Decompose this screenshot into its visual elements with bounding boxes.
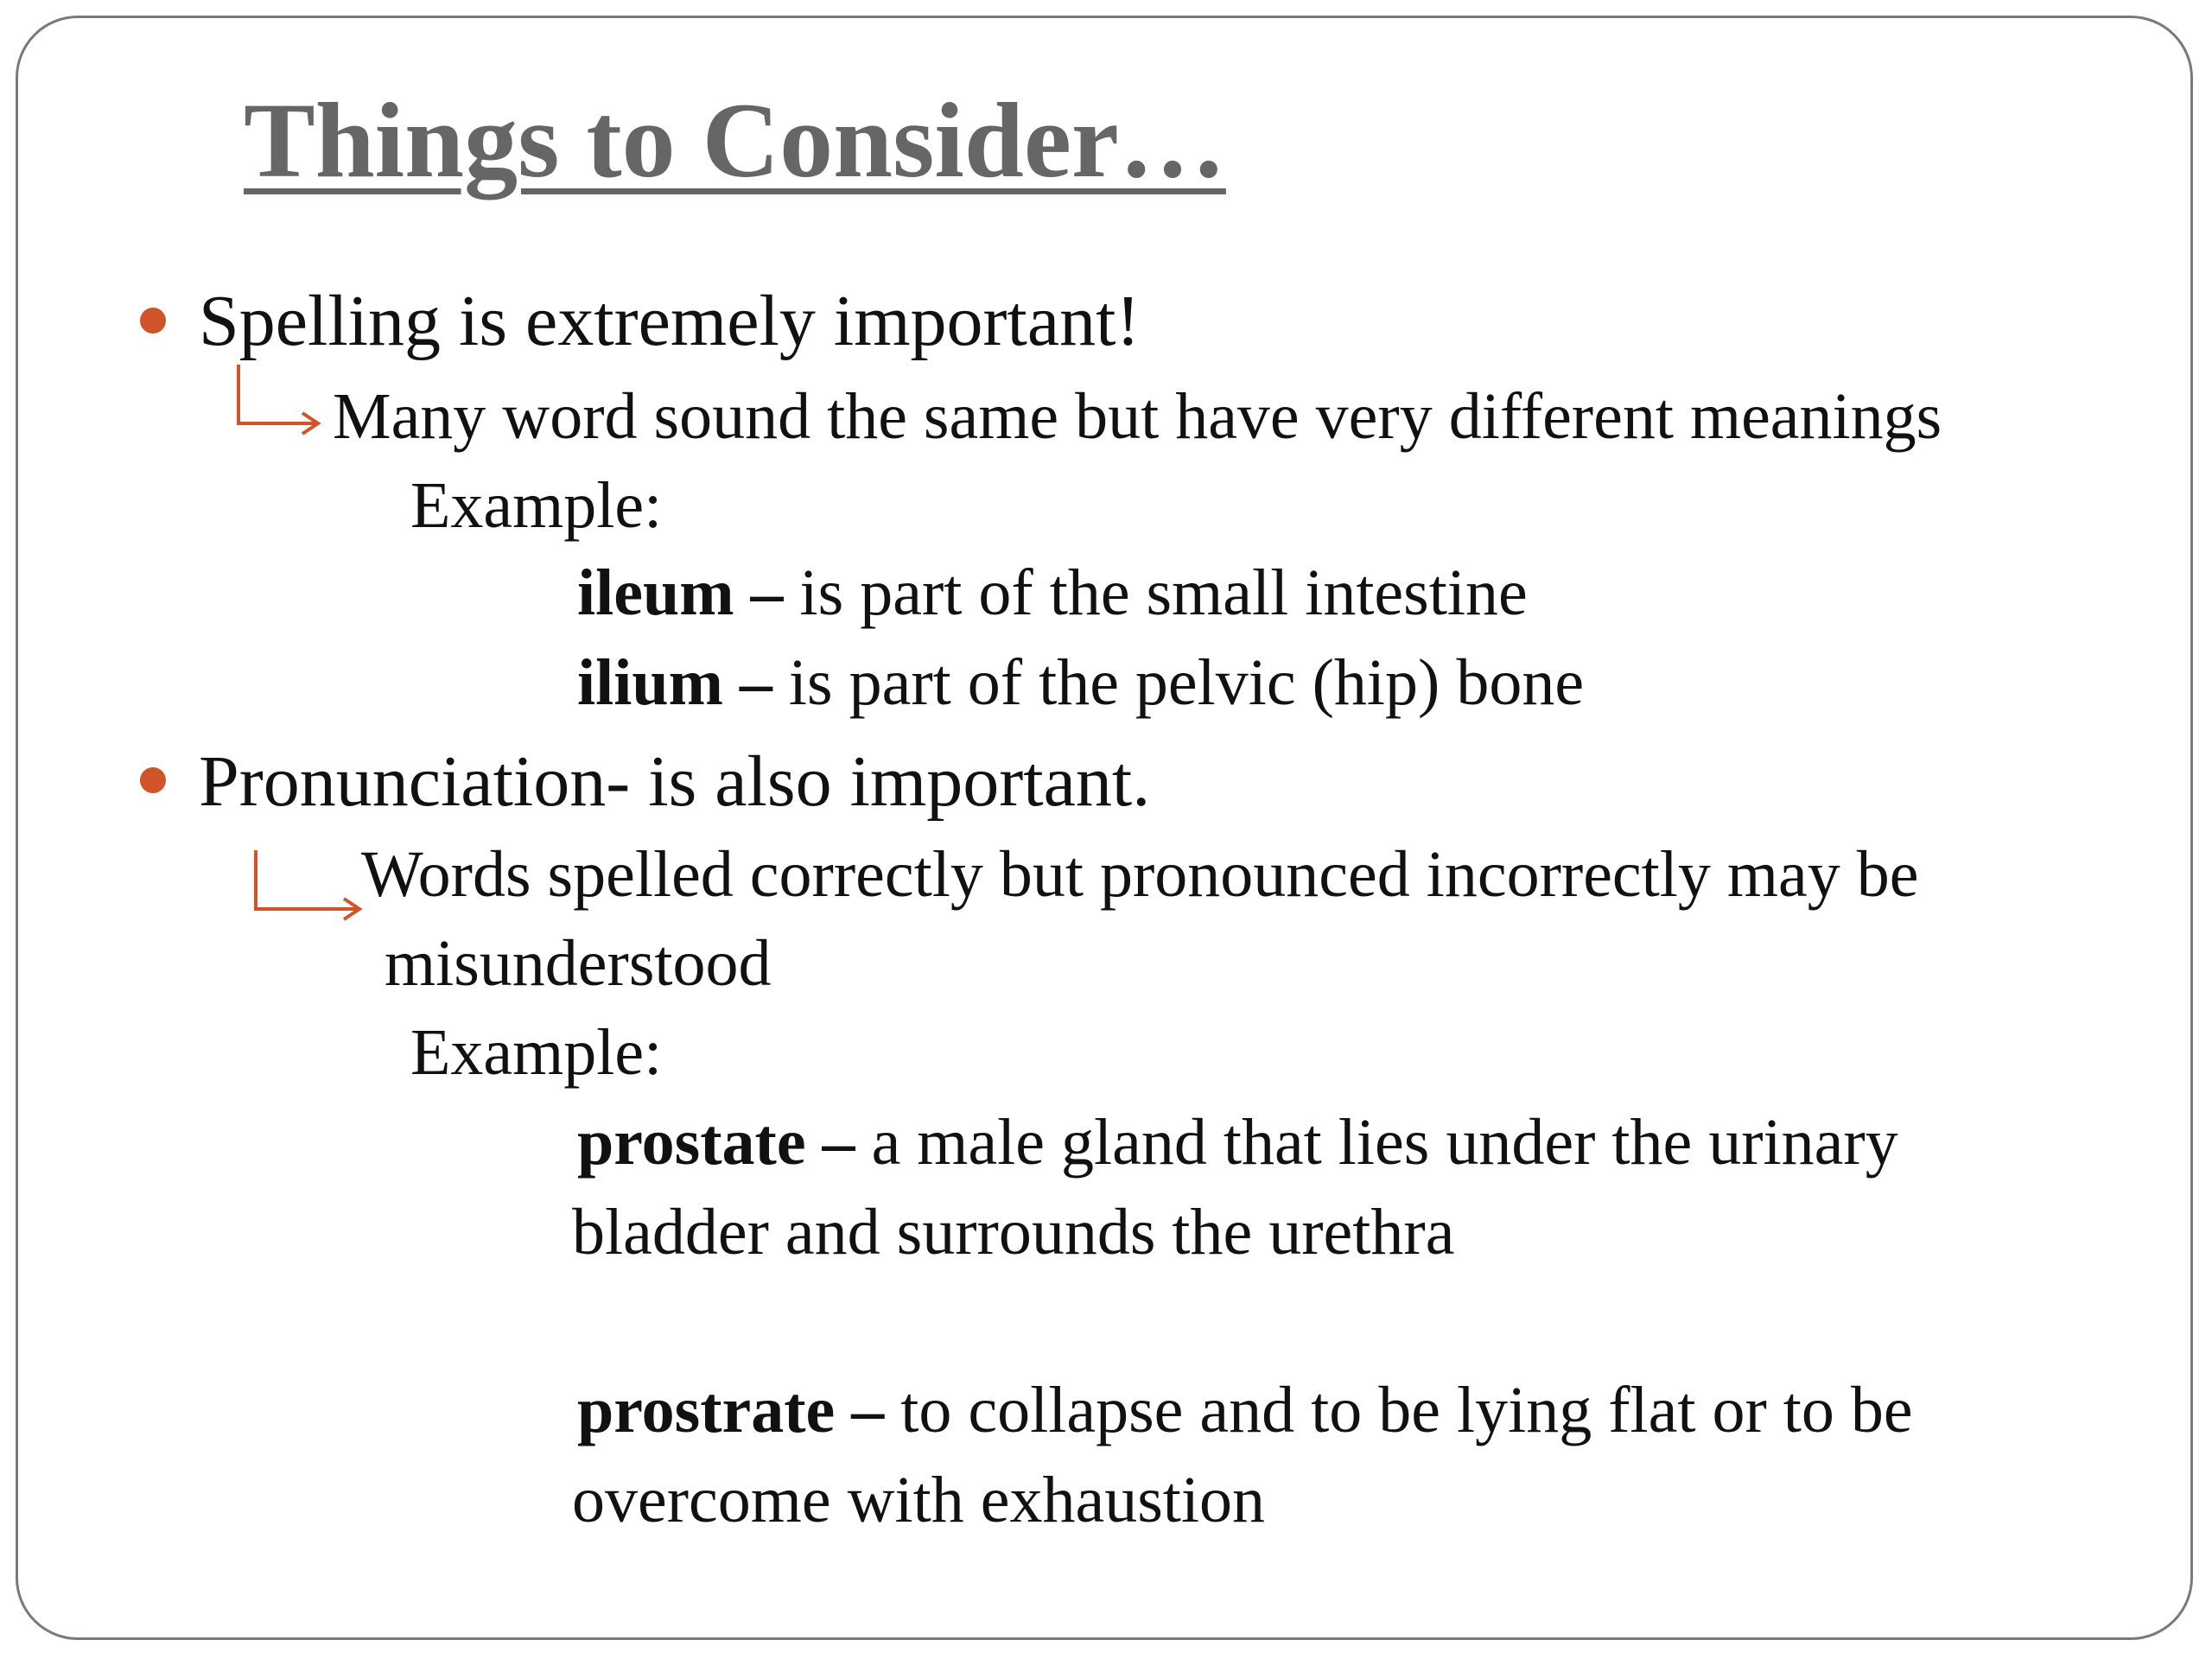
point-1-detail: Many word sound the same but have very different meanings	[333, 380, 1942, 453]
point-2-example-label: Example:	[410, 1016, 663, 1089]
example-definition: a male gland that lies under the urinary	[855, 1106, 1898, 1179]
bullet-dot-icon	[140, 767, 166, 793]
point-2-example-1-line-2: bladder and surrounds the urethra	[572, 1196, 1455, 1268]
point-1-text: Spelling is extremely important!	[199, 281, 1141, 361]
bent-arrow-icon	[233, 363, 328, 441]
example-term: prostate –	[577, 1106, 855, 1179]
bent-arrow-icon	[251, 847, 372, 925]
example-term: ilium –	[577, 646, 772, 719]
example-definition: is part of the small intestine	[783, 556, 1528, 629]
point-2-detail-line-2: misunderstood	[385, 927, 772, 1000]
point-2-example-1-line-1	[577, 1099, 1898, 1185]
point-1-example-2	[577, 639, 1584, 726]
point-2-example-2-line-1	[577, 1367, 1913, 1453]
slide-title: Things to Consider…	[244, 81, 1226, 200]
point-2-text: Pronunciation- is also important.	[199, 741, 1151, 822]
point-2-detail-line-1: Words spelled correctly but pronounced incorrectly may be	[361, 838, 1919, 911]
example-definition: is part of the pelvic (hip) bone	[772, 646, 1585, 719]
bullet-dot-icon	[140, 308, 166, 334]
example-definition: to collapse and to be lying flat or to be	[884, 1374, 1913, 1446]
point-1-example-1	[577, 550, 1528, 636]
example-term: ileum –	[577, 556, 784, 629]
example-term: prostrate –	[577, 1374, 885, 1446]
point-2-example-2-line-2: overcome with exhaustion	[572, 1464, 1266, 1536]
point-1-example-label: Example:	[410, 469, 663, 542]
